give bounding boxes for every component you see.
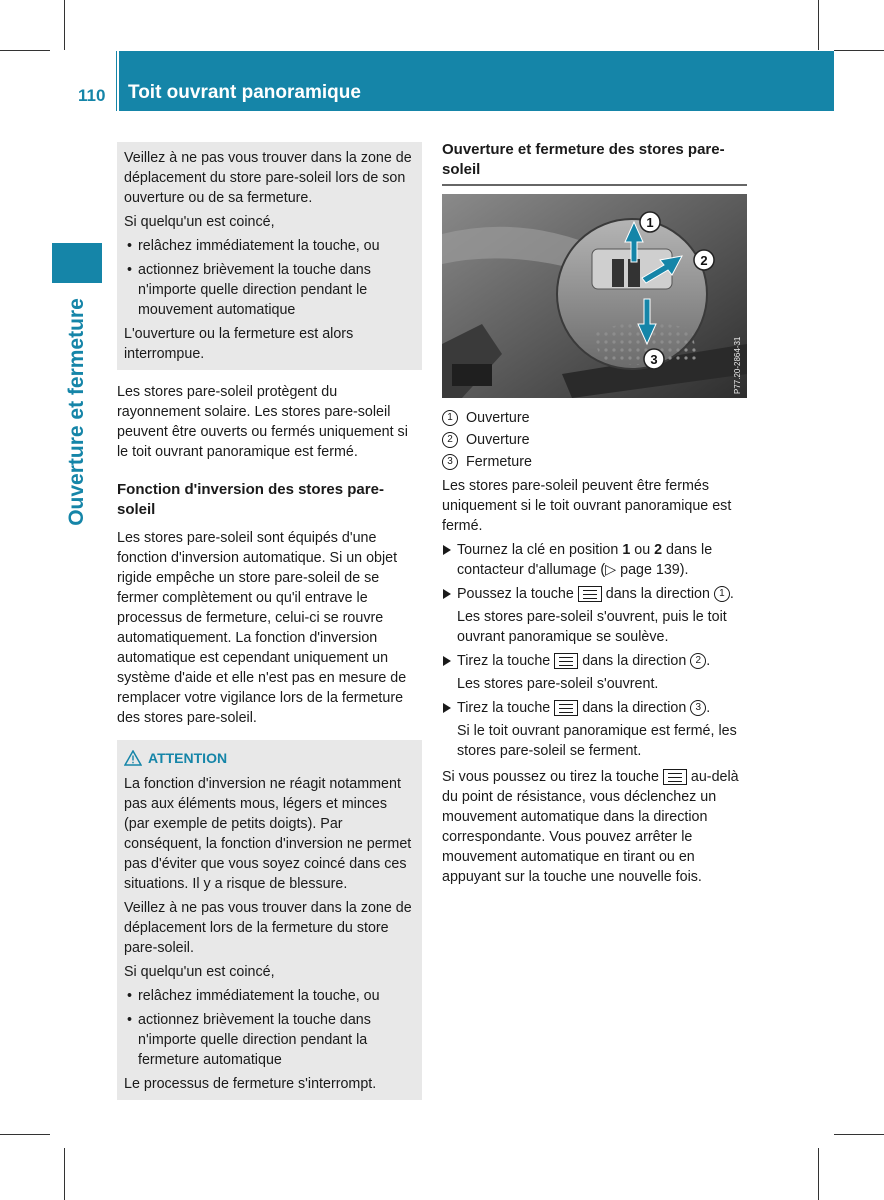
callout-3: 3	[650, 352, 658, 367]
sunblind-key-icon	[554, 653, 578, 669]
overhead-control-illustration	[442, 194, 747, 398]
warning-triangle-icon	[124, 750, 142, 766]
attention-list	[124, 986, 414, 1070]
list-item: • actionnez brièvement la touche dans n'importe quelle direction pendant la fermeture automatique	[124, 1010, 414, 1070]
step-text: dans le contacteur d'allumage (▷ page 139).	[457, 542, 713, 578]
closing-paragraph	[442, 767, 747, 887]
number-circle: 3	[442, 454, 458, 470]
instruction-step	[442, 540, 747, 580]
number-circle: 3	[690, 700, 706, 716]
sunblind-key-icon	[554, 700, 578, 716]
step-bold: 1	[622, 542, 631, 558]
crop-mark	[818, 1148, 819, 1200]
warning-list	[124, 236, 414, 320]
callout-2: 2	[700, 253, 708, 268]
legend-item	[442, 408, 747, 428]
warning-text: Veillez à ne pas vous trouver dans la zone de déplacement du store pare-soleil lors de son ouverture ou de sa fermeture.	[124, 150, 412, 206]
crop-mark	[64, 0, 65, 50]
step-text: Tirez la touche	[457, 700, 555, 716]
intro-paragraph: Les stores pare-soleil peuvent être fermés uniquement si le toit ouvrant panoramique est fermé.	[442, 478, 732, 534]
sunblind-control-photo	[442, 194, 747, 398]
step-result: Les stores pare-soleil s'ouvrent, puis le toit ouvrant panoramique se soulève.	[457, 609, 727, 645]
legend-label: Ouverture	[466, 432, 530, 448]
step-text: dans la direction	[578, 700, 691, 716]
header-separator	[117, 51, 119, 111]
section-heading: Fonction d'inversion des stores pare-soleil	[117, 481, 384, 518]
attention-title: ATTENTION	[148, 750, 228, 766]
page-title: Toit ouvrant panoramique	[128, 82, 361, 103]
section-heading: Ouverture et fermeture des stores pare-soleil	[442, 140, 747, 186]
left-column	[117, 142, 422, 1100]
step-result: Si le toit ouvrant panoramique est fermé, les stores pare-soleil se ferment.	[457, 723, 737, 759]
list-item: • relâchez immédiatement la touche, ou	[124, 986, 414, 1006]
step-text: .	[706, 653, 711, 669]
right-column	[442, 140, 747, 893]
instruction-step	[442, 651, 747, 694]
step-result: Les stores pare-soleil s'ouvrent.	[457, 676, 659, 692]
step-bold: 2	[654, 542, 663, 558]
number-circle: 1	[442, 410, 458, 426]
crop-mark	[818, 0, 819, 50]
attention-text: Le processus de fermeture s'interrompt.	[124, 1076, 377, 1092]
legend-label: Fermeture	[466, 454, 532, 470]
callout-1: 1	[646, 215, 654, 230]
closing-text: au-delà du point de résistance, vous déclenchez un mouvement automatique dans la direction correspondante. Vous pouvez arrêter le mouvement automatique en tirant ou en appuyant sur la touche une nouvelle fois.	[442, 769, 739, 885]
instruction-step	[442, 584, 747, 647]
sunblind-key-icon	[663, 769, 687, 785]
step-text: dans la direction	[578, 653, 691, 669]
list-item: • relâchez immédiatement la touche, ou	[124, 236, 414, 256]
attention-header	[124, 748, 414, 768]
crop-mark	[0, 50, 50, 51]
step-text: Poussez la touche	[457, 586, 578, 602]
crop-mark	[64, 1148, 65, 1200]
number-circle: 1	[714, 586, 730, 602]
step-text: dans la direction	[601, 586, 714, 602]
step-text: Tournez la clé en position	[457, 542, 623, 558]
page-number: 110	[78, 86, 106, 105]
warning-box	[117, 142, 422, 370]
crop-mark	[834, 50, 884, 51]
number-circle: 2	[442, 432, 458, 448]
step-text: Tirez la touche	[457, 653, 555, 669]
legend-list	[442, 408, 747, 472]
sunblind-key-icon	[578, 586, 602, 602]
legend-item	[442, 452, 747, 472]
instruction-step	[442, 698, 747, 761]
step-text: .	[706, 700, 711, 716]
crop-mark	[0, 1134, 50, 1135]
warning-text: L'ouverture ou la fermeture est alors interrompue.	[124, 326, 354, 362]
attention-text: Veillez à ne pas vous trouver dans la zone de déplacement lors de la fermeture du store pare-soleil.	[124, 900, 412, 956]
section-side-label: Ouverture et fermeture	[65, 298, 88, 526]
step-text: .	[729, 586, 734, 602]
closing-text: Si vous poussez ou tirez la touche	[442, 769, 663, 785]
side-tab-marker	[52, 243, 102, 283]
legend-label: Ouverture	[466, 410, 530, 426]
attention-text: Si quelqu'un est coincé,	[124, 964, 275, 980]
number-circle: 2	[690, 653, 706, 669]
body-paragraph: Les stores pare-soleil sont équipés d'une fonction d'inversion automatique. Si un objet rigide empêche un store pare-soleil de se fermer complètement ou qu'il entrave le processus de fermeture, celui-ci se rouvre automatiquement. La fonction d'inversion automatique est cependant uniquement un système d'aide et elle n'est pas en mesure de remplacer votre vigilance lors de la fermeture des stores pare-soleil.	[117, 530, 407, 726]
legend-item	[442, 430, 747, 450]
attention-text: La fonction d'inversion ne réagit notamment pas aux éléments mous, légers et minces (par exemple de petits doigts). Par conséquent, la fonction d'inversion ne permet pas d'éviter que vous soyez coincé dans ces situations. Il y a risque de blessure.	[124, 776, 412, 892]
image-code: P77.20-2864-31	[733, 336, 742, 394]
step-text: ou	[630, 542, 655, 558]
crop-mark	[834, 1134, 884, 1135]
intro-paragraph: Les stores pare-soleil protègent du rayonnement solaire. Les stores pare-soleil peuvent être ouverts ou fermés uniquement si le toit ouvrant panoramique est fermé.	[117, 384, 408, 460]
warning-text: Si quelqu'un est coincé,	[124, 214, 275, 230]
list-item: • actionnez brièvement la touche dans n'importe quelle direction pendant le mouvement automatique	[124, 260, 414, 320]
attention-box	[117, 740, 422, 1100]
